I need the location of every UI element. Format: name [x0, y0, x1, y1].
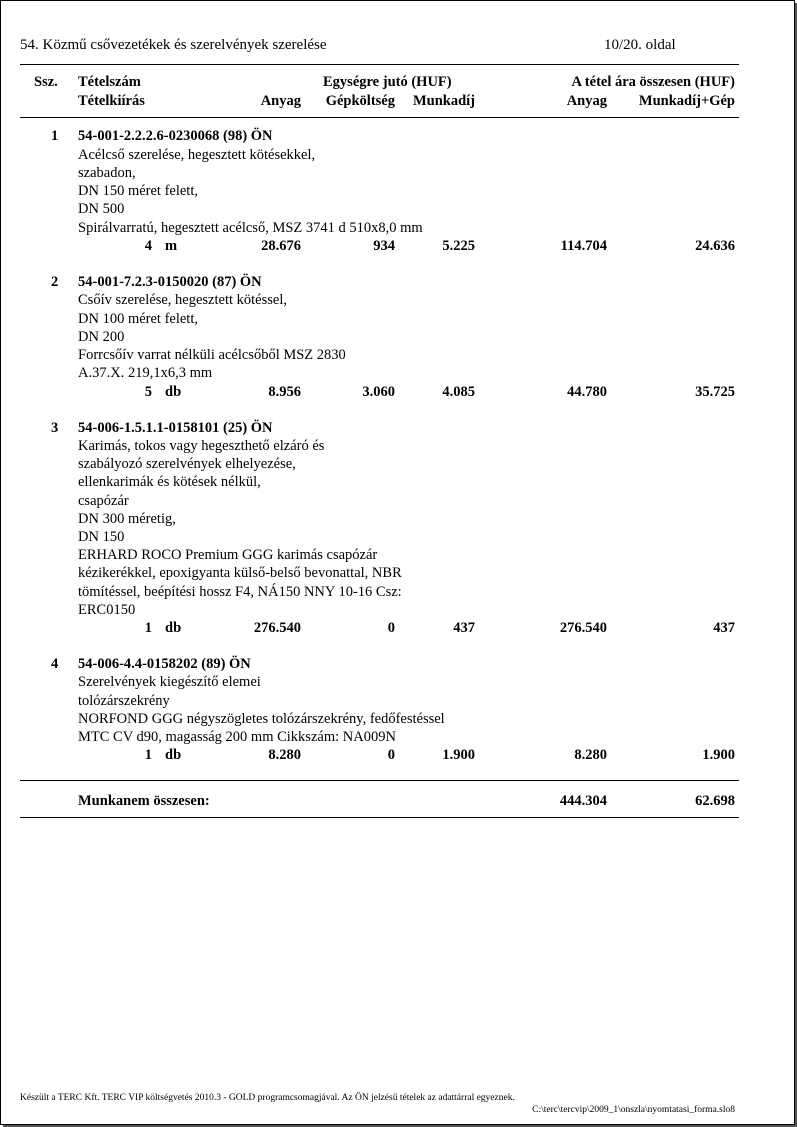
item-code: 54-001-2.2.2.6-0230068 (98) ÖN [78, 128, 273, 144]
col-osszesen: A tétel ára összesen (HUF) [571, 74, 735, 90]
summary-label: Munkanem összesen: [78, 793, 210, 809]
item-total-munkadij-gep: 437 [713, 620, 735, 636]
item-ssz: 4 [51, 656, 59, 672]
item-description-line: NORFOND GGG négyszögletes tolózárszekrény, fedőfestéssel [78, 711, 445, 727]
item-quantity: 1 [144, 747, 152, 763]
col-gepkoltseg: Gépköltség [325, 93, 395, 109]
item-unit-munkadij: 437 [453, 620, 475, 636]
summary-rule-bottom [20, 817, 739, 818]
item-description-line: tolózárszekrény [78, 693, 170, 709]
item-unit: m [165, 238, 178, 254]
item-description-line: Spirálvarratú, hegesztett acélcső, MSZ 3741 d 510x8,0 mm [78, 220, 423, 236]
item-description-line: DN 150 [78, 529, 125, 545]
item-description-line: DN 200 [78, 329, 125, 345]
item-unit-anyag: 8.956 [268, 384, 301, 400]
item-total-munkadij-gep: 35.725 [695, 384, 735, 400]
item-description-line: Acélcső szerelése, hegesztett kötésekkel, [78, 147, 316, 163]
item-description-line: Csőív szerelése, hegesztett kötéssel, [78, 292, 287, 308]
col-egysegre: Egységre jutó (HUF) [323, 74, 452, 90]
item-description-line: Szerelvények kiegészítő elemei [78, 674, 261, 690]
item-ssz: 2 [51, 274, 59, 290]
item-description-line: ellenkarimák és kötések nélkül, [78, 474, 261, 490]
item-description-line: ERHARD ROCO Premium GGG karimás csapózár [78, 547, 378, 563]
item-total-munkadij-gep: 1.900 [702, 747, 735, 763]
item-unit-munkadij: 4.085 [442, 384, 475, 400]
item-unit-gepkoltseg: 0 [387, 620, 395, 636]
item-description-line: DN 300 méretig, [78, 511, 176, 527]
col-ossz-munkadij-gep: Munkadíj+Gép [638, 93, 735, 109]
item-ssz: 1 [51, 128, 59, 144]
item-unit: db [165, 384, 182, 400]
header-rule-top [20, 64, 739, 65]
item-description-line: kézikerékkel, epoxigyanta külső-belső bevonattal, NBR [78, 565, 402, 581]
item-description-line: tömítéssel, beépítési hossz F4, NÁ150 NNY 10-16 Csz: [78, 584, 402, 600]
item-description-line: DN 100 méret felett, [78, 311, 198, 327]
item-unit-munkadij: 5.225 [442, 238, 475, 254]
item-description-line: csapózár [78, 493, 129, 509]
col-ossz-anyag: Anyag [566, 93, 607, 109]
item-description-line: DN 500 [78, 201, 125, 217]
col-anyag: Anyag [260, 93, 301, 109]
item-unit-gepkoltseg: 934 [373, 238, 395, 254]
item-unit-anyag: 276.540 [253, 620, 301, 636]
item-unit-anyag: 8.280 [268, 747, 301, 763]
header-rule-bottom [20, 117, 739, 118]
item-total-munkadij-gep: 24.636 [695, 238, 735, 254]
col-munkadij: Munkadíj [412, 93, 475, 109]
page-title: 54. Közmű csővezetékek és szerelvények szerelése [20, 37, 327, 53]
item-unit-munkadij: 1.900 [442, 747, 475, 763]
summary-anyag: 444.304 [559, 793, 607, 809]
item-total-anyag: 8.280 [574, 747, 607, 763]
item-unit: db [165, 747, 182, 763]
item-unit-anyag: 28.676 [261, 238, 301, 254]
item-unit-gepkoltseg: 3.060 [362, 384, 395, 400]
item-quantity: 4 [144, 238, 152, 254]
item-description-line: szabályozó szerelvények elhelyezése, [78, 456, 296, 472]
col-tetelkiiras: Tételkiírás [78, 93, 145, 109]
item-description-line: Karimás, tokos vagy hegeszthető elzáró és [78, 438, 325, 454]
page-number: 10/20. oldal [604, 37, 676, 53]
item-quantity: 5 [144, 384, 152, 400]
summary-munkadij-gep: 62.698 [695, 793, 735, 809]
item-description-line: ERC0150 [78, 602, 136, 618]
item-description-line: A.37.X. 219,1x6,3 mm [78, 365, 213, 381]
item-total-anyag: 44.780 [567, 384, 607, 400]
summary-rule-top [20, 780, 739, 781]
item-quantity: 1 [144, 620, 152, 636]
item-unit: db [165, 620, 182, 636]
item-description-line: MTC CV d90, magasság 200 mm Cikkszám: NA009N [78, 729, 396, 745]
item-description-line: Forrcsőív varrat nélküli acélcsőből MSZ 2830 [78, 347, 346, 363]
item-code: 54-006-4.4-0158202 (89) ÖN [78, 656, 251, 672]
item-total-anyag: 276.540 [559, 620, 607, 636]
footer-credit: Készült a TERC Kft. TERC VIP költségvetés 2010.3 - GOLD programcsomagjával. Az ÖN jelzésű tételek az adattárral egyeznek. [20, 1093, 515, 1103]
col-ssz: Ssz. [34, 74, 58, 90]
col-tetelszam: Tételszám [78, 74, 141, 90]
footer-file-path: C:\terc\tercvip\2009_1\onszla\nyomtatasi_forma.slo8 [532, 1105, 735, 1115]
item-code: 54-006-1.5.1.1-0158101 (25) ÖN [78, 420, 273, 436]
item-ssz: 3 [51, 420, 59, 436]
item-unit-gepkoltseg: 0 [387, 747, 395, 763]
item-description-line: szabadon, [78, 165, 136, 181]
item-code: 54-001-7.2.3-0150020 (87) ÖN [78, 274, 262, 290]
item-description-line: DN 150 méret felett, [78, 183, 198, 199]
item-total-anyag: 114.704 [560, 238, 607, 254]
